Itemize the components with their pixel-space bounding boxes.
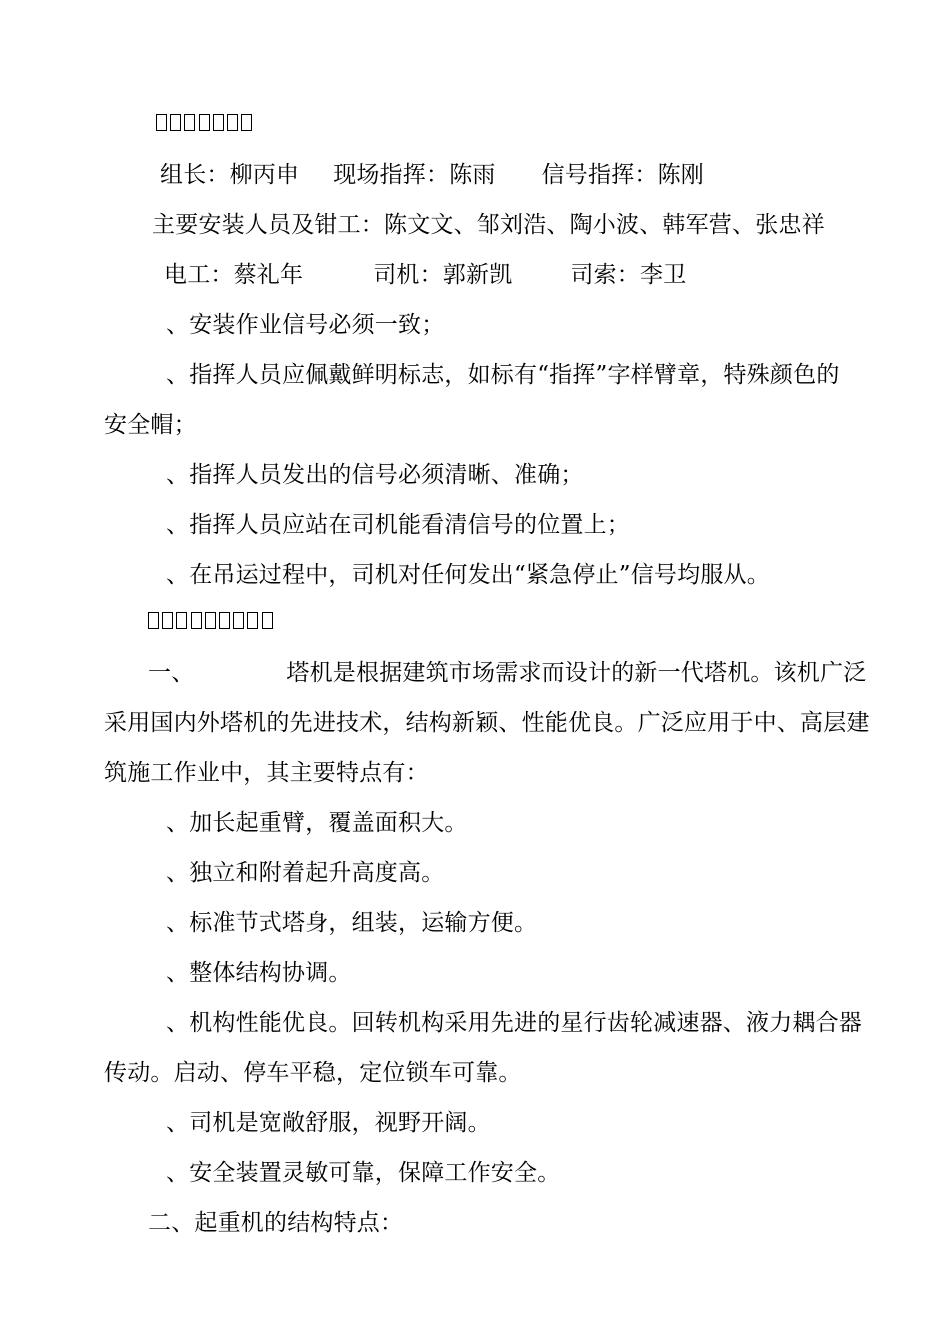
feature-2: 、独立和附着起升高度高。 xyxy=(166,860,445,886)
feature-7: 、安全装置灵敏可靠，保障工作安全。 xyxy=(166,1160,561,1186)
team-leader-row xyxy=(160,160,704,190)
signal-commander: 信号指挥：陈刚 xyxy=(541,162,705,188)
feature-5: 、机构性能优良。回转机构采用先进的星行齿轮减速器、液力耦合器 xyxy=(166,1010,862,1036)
feature-5-cont: 传动。启动、停车平稳，定位锁车可靠。 xyxy=(104,1060,522,1086)
team-leader: 组长：柳丙申 xyxy=(160,162,300,188)
heading-missing-glyphs-1 xyxy=(156,114,252,131)
electrician: 电工：蔡礼年 xyxy=(164,262,304,288)
signal-rule-3: 、指挥人员发出的信号必须清晰、准确； xyxy=(166,462,584,488)
section1-first-line xyxy=(148,658,866,688)
signal-rule-5: 、在吊运过程中，司机对任何发出“紧急停止”信号均服从。 xyxy=(166,562,770,588)
section1-text: 塔机是根据建筑市场需求而设计的新一代塔机。该机广泛 xyxy=(286,660,867,686)
feature-1: 、加长起重臂，覆盖面积大。 xyxy=(166,810,468,836)
driver: 司机：郭新凯 xyxy=(373,262,513,288)
feature-3: 、标准节式塔身，组装，运输方便。 xyxy=(166,910,538,936)
signal-rule-4: 、指挥人员应站在司机能看清信号的位置上； xyxy=(166,512,630,538)
feature-4: 、整体结构协调。 xyxy=(166,960,352,986)
heading-missing-glyphs-2 xyxy=(148,612,273,629)
section1-line-3: 筑施工作业中，其主要特点有： xyxy=(104,760,429,786)
section1-number: 一、 xyxy=(148,660,195,686)
site-commander: 现场指挥：陈雨 xyxy=(333,162,496,188)
feature-6: 、司机是宽敞舒服，视野开阔。 xyxy=(166,1110,491,1136)
signal-rule-2-cont: 安全帽； xyxy=(104,412,197,438)
installers-row: 主要安装人员及钳工：陈文文、邹刘浩、陶小波、韩军营、张忠祥 xyxy=(152,212,825,238)
staff-row xyxy=(164,260,686,290)
rigger: 司索：李卫 xyxy=(570,262,687,288)
section1-line-2: 采用国内外塔机的先进技术，结构新颖、性能优良。广泛应用于中、高层建 xyxy=(104,710,870,736)
signal-rule-2: 、指挥人员应佩戴鲜明标志，如标有“指挥”字样臂章，特殊颜色的 xyxy=(166,362,840,388)
section2-heading: 二、起重机的结构特点： xyxy=(148,1210,404,1236)
signal-rule-1: 、安装作业信号必须一致； xyxy=(166,312,445,338)
